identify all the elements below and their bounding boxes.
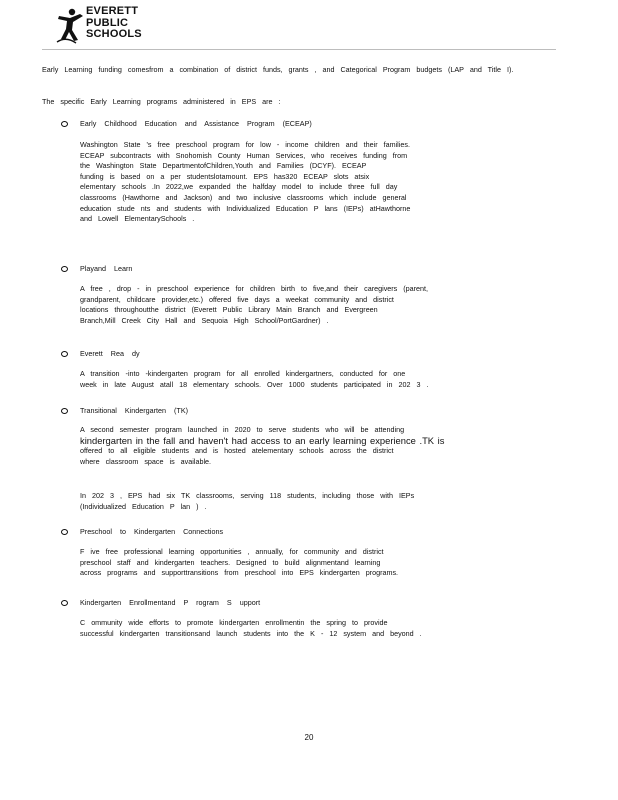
body-line: Branch,Mill Creek City Hall and Sequoia High School/PortGardner) . (80, 315, 329, 325)
program-title-eceap: Early Childhood Education and Assistance Program (ECEAP) (80, 119, 312, 128)
body-line: grandparent, childcare provider,etc.) offered five days a weekat community and district (80, 294, 394, 304)
header-divider (42, 49, 556, 50)
bullet-icon (61, 529, 68, 535)
body-line: A free , drop - in preschool experience for children birth to five,and their caregivers (parent, (80, 284, 429, 293)
bullet-icon (61, 121, 68, 127)
body-line: and Lowell ElementarySchools . (80, 214, 195, 224)
program-body-kindergarten-enrollment (80, 618, 540, 639)
page-number: 20 (304, 733, 314, 742)
body-line: funding is based on a per studentslotamount. EPS has320 ECEAP slots atsix (80, 171, 370, 181)
logo-wordmark (86, 6, 142, 41)
program-body-preschool-connections (80, 547, 540, 579)
program-body-eceap (80, 140, 540, 225)
body-line: offered to all eligible students and is hosted atelementary schools across the district (80, 446, 394, 456)
body-line: C ommunity wide efforts to promote kindergarten enrollmentin the spring to provide (80, 618, 388, 627)
bullet-icon (61, 351, 68, 357)
body-line: locations throughoutthe district (Everett Public Library Main Branch and Evergreen (80, 305, 378, 315)
body-line: the Washington State DepartmentofChildren,Youth and Families (DCYF). ECEAP (80, 161, 367, 171)
body-line: across programs and supporttransitions from preschool into EPS kindergarten programs. (80, 568, 399, 578)
program-title-preschool-connections: Preschool to Kindergarten Connections (80, 527, 224, 536)
body-line: successful kindergarten transitionsand launch students into the K - 12 system and beyond . (80, 628, 422, 638)
program-body-everett-ready (80, 369, 540, 390)
body-line: A second semester program launched in 2020 to serve students who will be attending (80, 425, 405, 434)
body-line: (Individualized Education P lan ) . (80, 501, 207, 511)
body-line: kindergarten in the fall and haven't had access to an early learning experience .TK is (80, 434, 445, 446)
body-line: Washington State 's free preschool program for low - income children and their families. (80, 140, 410, 149)
program-body-tk-description (80, 425, 540, 467)
program-body-play-and-learn (80, 284, 540, 326)
program-title-transitional-kindergarten: Transitional Kindergarten (TK) (80, 406, 189, 415)
program-body-tk-stats (80, 491, 540, 512)
body-line: education stude nts and students with Individualized Education P lans (IEPs) atHawthorne (80, 203, 411, 213)
bullet-icon (61, 600, 68, 606)
bullet-icon (61, 408, 68, 414)
program-title-everett-ready: Everett Rea dy (80, 349, 140, 358)
logo-line-1: EVERETT (86, 5, 139, 17)
program-title-play-and-learn: Playand Learn (80, 264, 133, 273)
body-line: preschool staff and kindergarten teachers. Designed to build alignmentand learning (80, 557, 381, 567)
intro-paragraph-programs: The specific Early Learning programs administered in EPS are : (42, 97, 281, 106)
logo-figure-icon (56, 6, 86, 46)
bullet-icon (61, 266, 68, 272)
body-line: elementary schools .In 2022,we expanded the halfday model to include three full day (80, 182, 398, 192)
body-line: where classroom space is available. (80, 456, 212, 466)
logo-line-3: SCHOOLS (86, 28, 142, 40)
body-line: week in late August atall 18 elementary schools. Over 1000 students participated in 202 3 . (80, 379, 429, 389)
body-line: F ive free professional learning opportunities , annually, for community and district (80, 547, 384, 556)
body-line: ECEAP subcontracts with Snohomish County Human Services, who receives funding from (80, 150, 408, 160)
program-title-kindergarten-enrollment: Kindergarten Enrollmentand P rogram S upport (80, 598, 261, 607)
body-line: classrooms (Hawthorne and Jackson) and two inclusive classrooms which include general (80, 192, 407, 202)
district-logo (56, 6, 156, 46)
body-line: In 202 3 , EPS had six TK classrooms, serving 118 students, including those with IEPs (80, 491, 415, 500)
logo-line-2: PUBLIC (86, 16, 129, 29)
body-line: A transition -into -kindergarten program for all enrolled kindergartners, conducted for one (80, 369, 406, 378)
intro-paragraph-funding: Early Learning funding comesfrom a combination of district funds, grants , and Categorical Program budgets (LAP and Title I). (42, 65, 514, 74)
